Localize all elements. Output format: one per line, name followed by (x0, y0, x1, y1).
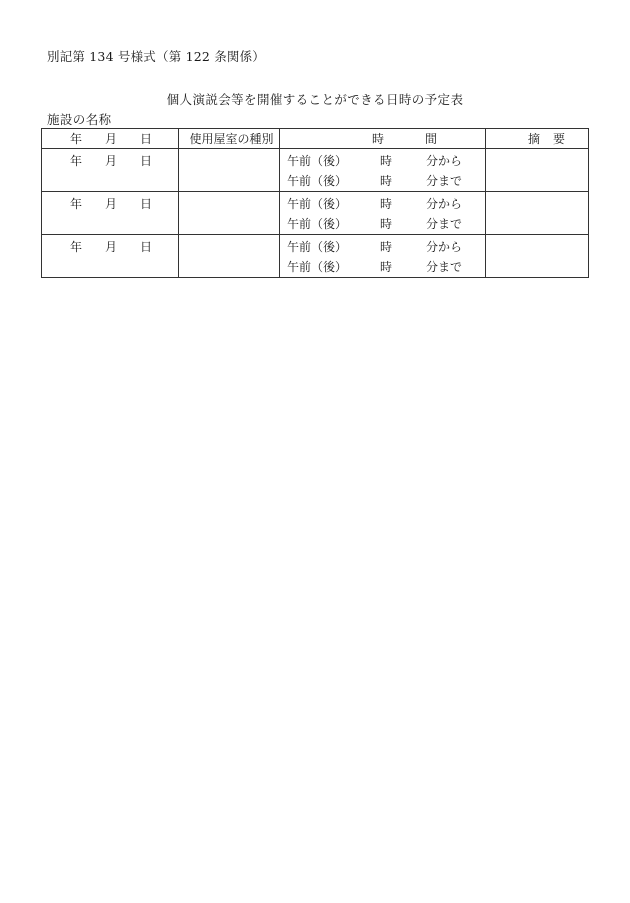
day-label: 日 (139, 240, 152, 254)
room-type-cell[interactable] (179, 149, 280, 192)
date-cell[interactable] (42, 235, 179, 278)
month-label: 月 (104, 154, 117, 168)
time-cell[interactable] (280, 192, 486, 235)
time-header-ji: 時 (371, 132, 384, 146)
start-time-line (287, 193, 485, 213)
end-minute-label: 分まで (426, 216, 463, 231)
table-row (42, 192, 589, 235)
room-type-cell[interactable] (179, 192, 280, 235)
end-time-line (287, 170, 485, 190)
month-label: 月 (104, 197, 117, 211)
start-minute-label: 分から (426, 153, 463, 168)
room-type-header-label: 使用屋室の種別 (189, 132, 274, 146)
time-cell[interactable] (280, 235, 486, 278)
day-header: 日 (139, 132, 152, 146)
end-ampm-label: 午前（後） (287, 216, 348, 231)
date-column-header (42, 129, 179, 149)
start-hour-label: 時 (380, 196, 393, 211)
end-minute-label: 分まで (426, 259, 463, 274)
end-hour-label: 時 (380, 259, 393, 274)
remarks-header-you: 要 (553, 132, 566, 146)
start-hour-label: 時 (380, 153, 393, 168)
month-label: 月 (104, 240, 117, 254)
start-ampm-label: 午前（後） (287, 196, 348, 211)
start-time-line (287, 150, 485, 170)
end-minute-label: 分まで (426, 173, 463, 188)
remarks-column-header (486, 129, 589, 149)
end-time-line (287, 256, 485, 276)
room-type-cell[interactable] (179, 235, 280, 278)
start-ampm-label: 午前（後） (287, 153, 348, 168)
remarks-cell[interactable] (486, 235, 589, 278)
day-label: 日 (139, 197, 152, 211)
year-label: 年 (70, 197, 83, 211)
table-row (42, 235, 589, 278)
end-time-line (287, 213, 485, 233)
year-header: 年 (70, 132, 83, 146)
document-title: 個人演説会等を開催することができる日時の予定表 (166, 92, 464, 107)
end-hour-label: 時 (380, 216, 393, 231)
start-minute-label: 分から (426, 239, 463, 254)
start-hour-label: 時 (380, 239, 393, 254)
year-label: 年 (70, 154, 83, 168)
room-type-column-header (179, 129, 280, 149)
form-number: 別記第 134 号様式（第 122 条関係） (47, 49, 266, 64)
day-label: 日 (139, 154, 152, 168)
schedule-table (41, 128, 589, 278)
end-ampm-label: 午前（後） (287, 173, 348, 188)
month-header: 月 (104, 132, 117, 146)
time-cell[interactable] (280, 149, 486, 192)
date-cell[interactable] (42, 192, 179, 235)
time-header-kan: 間 (425, 132, 438, 146)
time-column-header (280, 129, 486, 149)
date-cell[interactable] (42, 149, 179, 192)
start-ampm-label: 午前（後） (287, 239, 348, 254)
start-time-line (287, 236, 485, 256)
facility-name-label: 施設の名称 (47, 112, 112, 127)
table-header-row (42, 129, 589, 149)
remarks-cell[interactable] (486, 149, 589, 192)
table-row (42, 149, 589, 192)
start-minute-label: 分から (426, 196, 463, 211)
remarks-header-teki: 摘 (527, 132, 540, 146)
remarks-cell[interactable] (486, 192, 589, 235)
year-label: 年 (70, 240, 83, 254)
end-ampm-label: 午前（後） (287, 259, 348, 274)
end-hour-label: 時 (380, 173, 393, 188)
